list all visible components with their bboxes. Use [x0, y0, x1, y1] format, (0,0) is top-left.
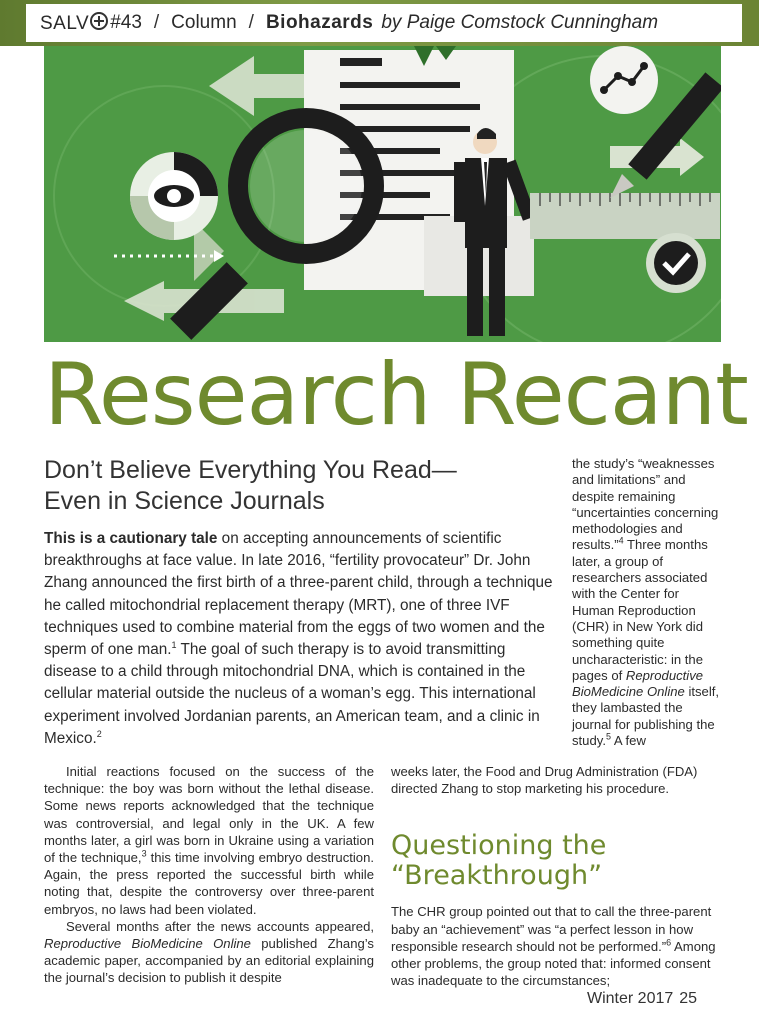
section-label: Column [171, 12, 237, 33]
footnote-ref: 4 [618, 536, 624, 547]
journal-name: Reproductive BioMedicine Online [44, 936, 251, 952]
lede-text: on accepting announcements of scientific breakthroughs at face value. In late 2016, “fertility provocateur” Dr. John Zhang announced the first birth of a three-parent child, through a technique he called mitochondrial replacement therapy (MRT), one of three IVF techniques used to combine material from the eggs of two women and the sperm of one man. [44, 530, 553, 659]
article-subtitle [44, 455, 524, 517]
header-band [0, 0, 759, 46]
body-paragraph [44, 763, 374, 918]
body-column-right [391, 763, 721, 989]
footnote-ref: 3 [141, 848, 147, 859]
body-text: Initial reactions focused on the success of the technique: the boy was born without the lethal disease. Some news reports acknowledged that the technique was controversial, and legal only in the UK. A few months later, a girl was born in Ukraine using a variation of the technique, [44, 764, 374, 866]
byline: by Paige Comstock Cunningham [381, 12, 659, 33]
line-chart-icon [590, 46, 658, 114]
issue-season: Winter 2017 [587, 990, 674, 1007]
hero-illustration-art [44, 46, 721, 342]
subtitle-line-2: Even in Science Journals [44, 487, 325, 515]
body-text: Three months later, a group of researchers associated with the Center for Human Reproduction (CHR) in New York did something quite uncharacteristic: in the pages of [572, 537, 708, 683]
lede-text: The goal of such therapy is to avoid transmitting disease to a child through mitochondrial DNA, which is contained in the cellular material outside the nucleus of a woman’s egg. This international experiment involved Jordanian parents, an American team, and a clinic in Mexico. [44, 641, 540, 747]
body-text: Several months after the news accounts appeared, [66, 918, 374, 934]
subtitle-line-1: Don’t Believe Everything You Read— [44, 456, 457, 484]
body-column-left [44, 763, 374, 987]
body-text: this time involving embryo destruction. Again, the press reported the successful birth while noting that, despite the controversy over three-parent embryos, no laws had been violated. [44, 850, 374, 917]
footnote-ref: 1 [171, 639, 177, 650]
lede-lead-in: This is a cautionary tale [44, 530, 218, 547]
column-name: Biohazards [265, 12, 374, 33]
right-column-text [572, 456, 722, 749]
magazine-brand: SALV [40, 11, 110, 35]
section-heading: Questioning the “Breakthrough” [391, 830, 607, 892]
salvo-logo-icon [90, 12, 108, 30]
page-footer [587, 990, 727, 1008]
footnote-ref: 5 [605, 731, 611, 742]
separator: / [153, 12, 160, 33]
body-paragraph [391, 903, 721, 989]
page-number: 25 [679, 990, 698, 1007]
body-text: A few [610, 733, 646, 749]
body-paragraph: weeks later, the Food and Drug Administration (FDA) directed Zhang to stop marketing his procedure. [391, 764, 698, 797]
article-title: Research Recant [44, 345, 748, 445]
footnote-ref: 6 [666, 937, 672, 948]
body-text: itself, they lambasted the journal for publishing the study. [572, 684, 720, 749]
body-text: the study’s “weaknesses and limitations” and despite remaining “uncertainties concerning methodologies and results.” [572, 456, 719, 553]
body-text: published Zhang’s academic paper, accompanied by an editorial explaining the journal’s decision to publish it despite [44, 936, 374, 986]
ruler-icon [530, 193, 720, 239]
hero-illustration [44, 46, 721, 342]
separator: / [248, 12, 254, 33]
body-text: Among other problems, the group noted that: informed consent was inadequate to the circumstances; [391, 938, 716, 989]
journal-name: Reproductive BioMedicine Online [572, 667, 704, 700]
eye-icon [130, 152, 218, 240]
running-header [26, 4, 742, 42]
lede-paragraph [44, 528, 554, 750]
body-paragraph [44, 918, 374, 987]
issue-number: #43 [110, 12, 142, 33]
footnote-ref: 2 [96, 728, 102, 739]
checkmark-icon [646, 233, 706, 293]
body-text: The CHR group pointed out that to call the three-parent baby an “achievement” was “a perfect lesson in how responsible research should not be performed.” [391, 904, 712, 954]
